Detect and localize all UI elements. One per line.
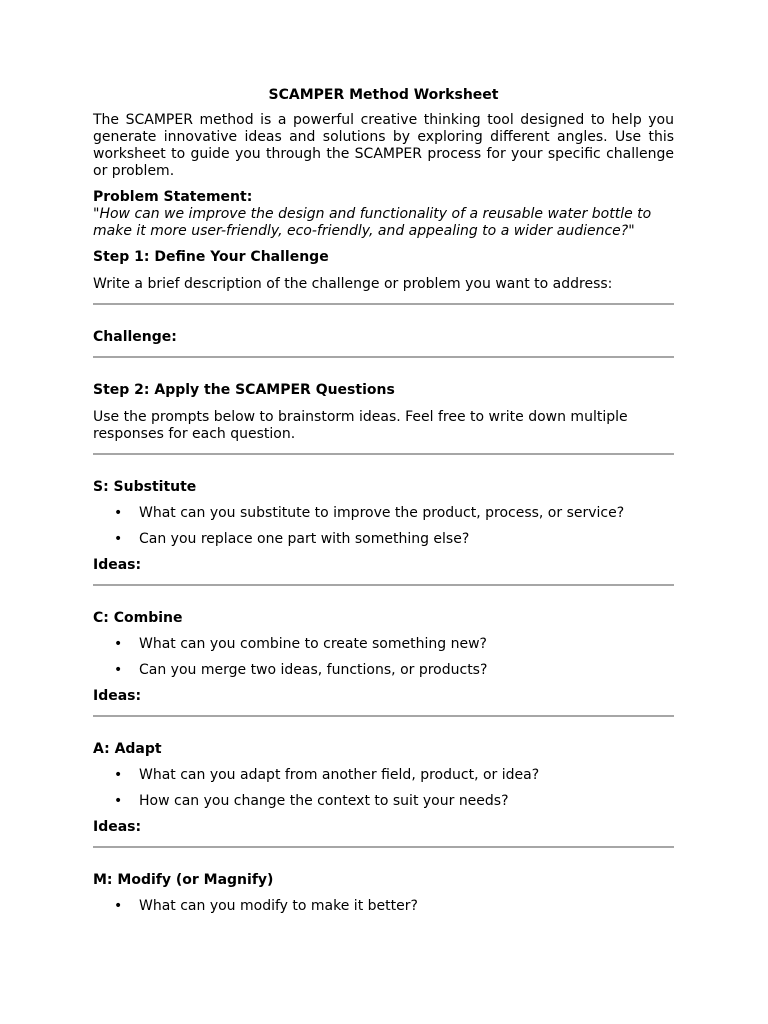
list-item	[93, 505, 674, 522]
list-item	[93, 793, 674, 810]
step1-heading: Step 1: Define Your Challenge	[93, 249, 329, 265]
bullet-icon: •	[114, 898, 123, 914]
prompt-text: What can you modify to make it better?	[139, 898, 418, 914]
step2-heading: Step 2: Apply the SCAMPER Questions	[93, 382, 395, 398]
problem-statement-question: How can we improve the design and functionality of a reusable water bottle to make it more user-friendly, eco-friendly, and appealing to a wider audience?	[93, 206, 652, 239]
prompt-list	[93, 898, 674, 915]
step1-instruction: Write a brief description of the challenge or problem you want to address:	[93, 276, 613, 292]
problem-statement-label: Problem Statement:	[93, 189, 253, 205]
section-heading: A: Adapt	[93, 741, 162, 757]
list-item	[93, 531, 674, 548]
list-item	[93, 767, 674, 784]
section-heading: S: Substitute	[93, 479, 197, 495]
open-quote: "	[93, 206, 100, 222]
intro-paragraph: The SCAMPER method is a powerful creative thinking tool designed to help you generate innovative ideas and solutions by exploring different angles. Use this worksheet to guide you through the SCAMPER process for your specific challenge or problem.	[93, 112, 674, 179]
close-quote: "	[628, 223, 635, 239]
step1-answer-line	[93, 303, 674, 305]
problem-statement-text	[93, 206, 674, 240]
page-title: SCAMPER Method Worksheet	[268, 87, 499, 103]
ideas-answer-line	[93, 715, 674, 717]
prompt-text: How can you change the context to suit your needs?	[139, 793, 509, 809]
ideas-answer-line	[93, 846, 674, 848]
prompt-text: What can you combine to create something new?	[139, 636, 487, 652]
scamper-sections	[93, 479, 674, 915]
step2-answer-line	[93, 453, 674, 455]
bullet-icon: •	[114, 793, 123, 809]
section-heading: C: Combine	[93, 610, 183, 626]
challenge-label: Challenge:	[93, 329, 177, 345]
list-item	[93, 662, 674, 679]
prompt-list	[93, 767, 674, 810]
worksheet-page	[93, 86, 674, 915]
prompt-text: Can you merge two ideas, functions, or products?	[139, 662, 488, 678]
step2-instruction: Use the prompts below to brainstorm ideas. Feel free to write down multiple responses for each question.	[93, 409, 628, 442]
list-item	[93, 898, 674, 915]
prompt-text: What can you adapt from another field, product, or idea?	[139, 767, 540, 783]
bullet-icon: •	[114, 636, 123, 652]
bullet-icon: •	[114, 531, 123, 547]
list-item	[93, 636, 674, 653]
prompt-text: Can you replace one part with something else?	[139, 531, 470, 547]
ideas-label: Ideas:	[93, 557, 142, 573]
ideas-label: Ideas:	[93, 819, 142, 835]
bullet-icon: •	[114, 662, 123, 678]
challenge-answer-line	[93, 356, 674, 358]
prompt-text: What can you substitute to improve the product, process, or service?	[139, 505, 625, 521]
prompt-list	[93, 636, 674, 679]
section-heading: M: Modify (or Magnify)	[93, 872, 274, 888]
bullet-icon: •	[114, 505, 123, 521]
prompt-list	[93, 505, 674, 548]
ideas-label: Ideas:	[93, 688, 142, 704]
bullet-icon: •	[114, 767, 123, 783]
ideas-answer-line	[93, 584, 674, 586]
